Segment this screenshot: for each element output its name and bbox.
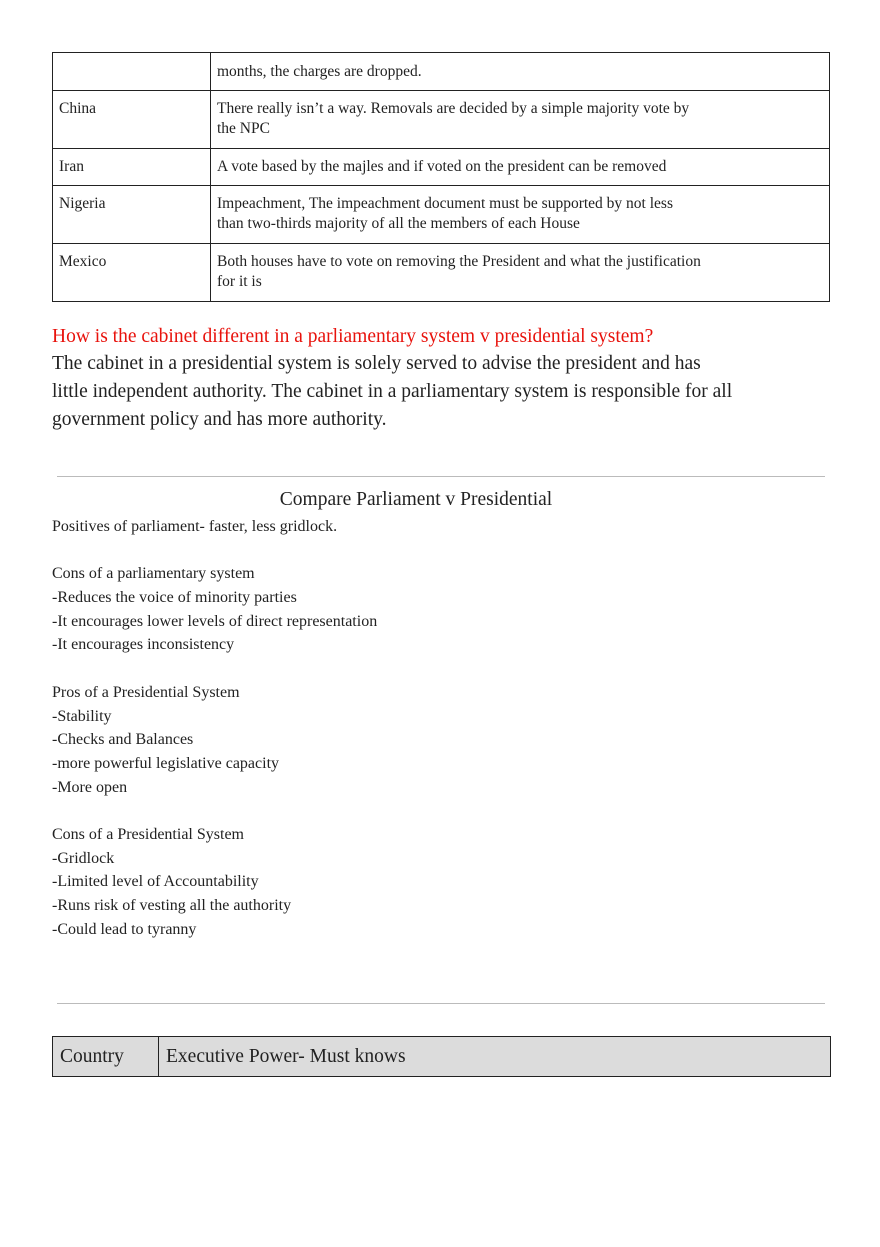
table-row xyxy=(53,149,830,186)
divider xyxy=(57,1003,825,1004)
table-row xyxy=(53,244,830,302)
cabinet-answer xyxy=(52,350,772,434)
list-item xyxy=(52,799,377,823)
list-item: -Runs risk of vesting all the authority xyxy=(52,897,292,914)
list-item: Pros of a Presidential System xyxy=(52,683,240,701)
compare-list xyxy=(52,515,377,941)
removal-table xyxy=(52,52,830,302)
list-item xyxy=(52,657,377,681)
list-item: -Reduces the voice of minority parties xyxy=(52,589,297,607)
list-item: -More open xyxy=(52,778,128,796)
header-executive-power: Executive Power- Must knows xyxy=(159,1037,831,1077)
header-country: Country xyxy=(53,1037,159,1077)
description-line: the NPC xyxy=(217,120,270,137)
description-line: Impeachment, The impeachment document must be supported by not less xyxy=(217,195,673,212)
list-item: -Checks and Balances xyxy=(52,731,194,749)
description-line: There really isn’t a way. Removals are decided by a simple majority vote by xyxy=(217,100,690,117)
table-row xyxy=(53,53,830,91)
table-row xyxy=(53,186,830,244)
list-item: -Could lead to tyranny xyxy=(52,920,197,938)
list-item: -Gridlock xyxy=(52,849,115,867)
list-item: -It encourages lower levels of direct representation xyxy=(52,612,378,630)
list-item: -Limited level of Accountability xyxy=(52,873,259,891)
table-header-row xyxy=(53,1037,831,1077)
country-cell: Mexico xyxy=(53,244,211,302)
list-item: -Stability xyxy=(52,707,112,725)
answer-line: The cabinet in a presidential system is solely served to advise the president and has xyxy=(52,353,701,374)
answer-line: government policy and has more authority. xyxy=(52,409,387,430)
executive-power-table xyxy=(52,1036,831,1077)
description-line: than two-thirds majority of all the members of each House xyxy=(217,215,580,232)
answer-line: little independent authority. The cabinet in a parliamentary system is responsible for all xyxy=(52,381,733,402)
list-item: -It encourages inconsistency xyxy=(52,636,235,654)
description-cell xyxy=(211,244,830,302)
description-line: A vote based by the majles and if voted on the president can be removed xyxy=(217,158,667,175)
list-item: Cons of a Presidential System xyxy=(52,825,244,843)
description-cell xyxy=(211,53,830,91)
table-row xyxy=(53,91,830,149)
list-item: Cons of a parliamentary system xyxy=(52,565,255,583)
country-cell: Iran xyxy=(53,149,211,186)
cabinet-question: How is the cabinet different in a parliamentary system v presidential system? xyxy=(52,326,654,347)
list-item: -more powerful legislative capacity xyxy=(52,754,280,772)
description-cell xyxy=(211,149,830,186)
divider xyxy=(57,476,825,477)
country-cell: Nigeria xyxy=(53,186,211,244)
list-item: Positives of parliament- faster, less gridlock. xyxy=(52,518,338,535)
compare-title: Compare Parliament v Presidential xyxy=(279,489,553,510)
list-item xyxy=(52,539,377,563)
country-cell xyxy=(53,53,211,91)
description-line: for it is xyxy=(217,273,262,290)
description-line: months, the charges are dropped. xyxy=(217,63,422,80)
description-line: Both houses have to vote on removing the President and what the justification xyxy=(217,253,701,270)
description-cell xyxy=(211,91,830,149)
country-cell: China xyxy=(53,91,211,149)
description-cell xyxy=(211,186,830,244)
